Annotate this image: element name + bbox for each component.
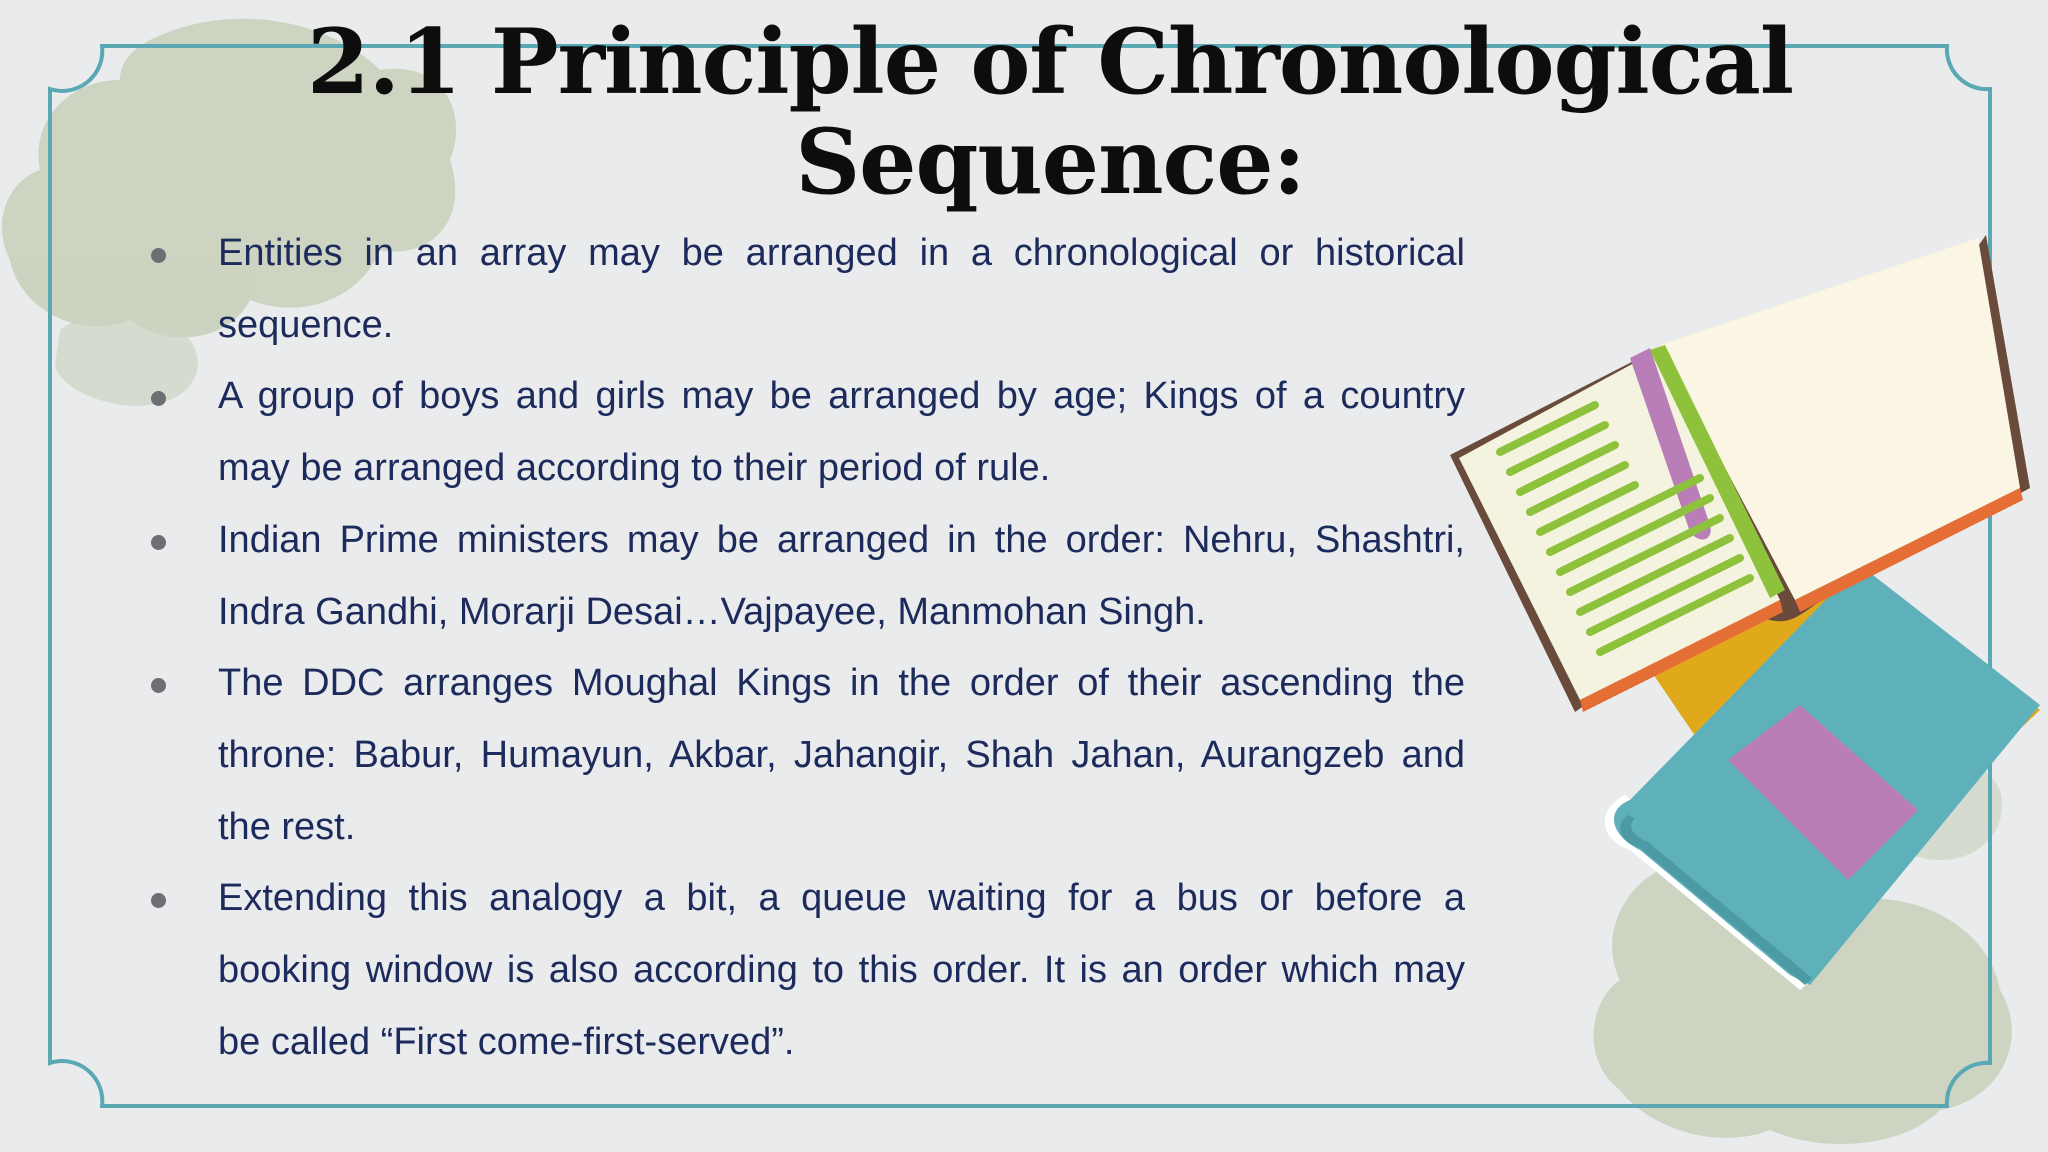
bullet-text: The DDC arranges Moughal Kings in the order of their ascending the throne: Babur, Humayun, Akbar, Jahangir, Shah Jahan, Aurangzeb and the rest. bbox=[218, 662, 1465, 848]
bullet-item bbox=[140, 361, 1465, 504]
bullet-text: A group of boys and girls may be arranged by age; Kings of a country may be arranged according to their period of rule. bbox=[218, 375, 1465, 490]
bullet-item bbox=[140, 218, 1465, 361]
bullet-list bbox=[140, 218, 1465, 1078]
slide-title: 2.1 Principle of Chronological Sequence: bbox=[306, 9, 1794, 215]
bullet-item bbox=[140, 505, 1465, 648]
stacked-books-illustration bbox=[1440, 220, 2048, 1010]
bullet-text: Extending this analogy a bit, a queue waiting for a bus or before a booking window is also according to this order. It is an order which may be called “First come-first-served”. bbox=[218, 877, 1465, 1063]
bullet-text: Indian Prime ministers may be arranged in the order: Nehru, Shashtri, Indra Gandhi, Morarji Desai…Vajpayee, Manmohan Singh. bbox=[218, 518, 1465, 633]
bullet-item bbox=[140, 863, 1465, 1078]
bullet-text: Entities in an array may be arranged in a chronological or historical sequence. bbox=[218, 232, 1465, 346]
bullet-item bbox=[140, 648, 1465, 863]
